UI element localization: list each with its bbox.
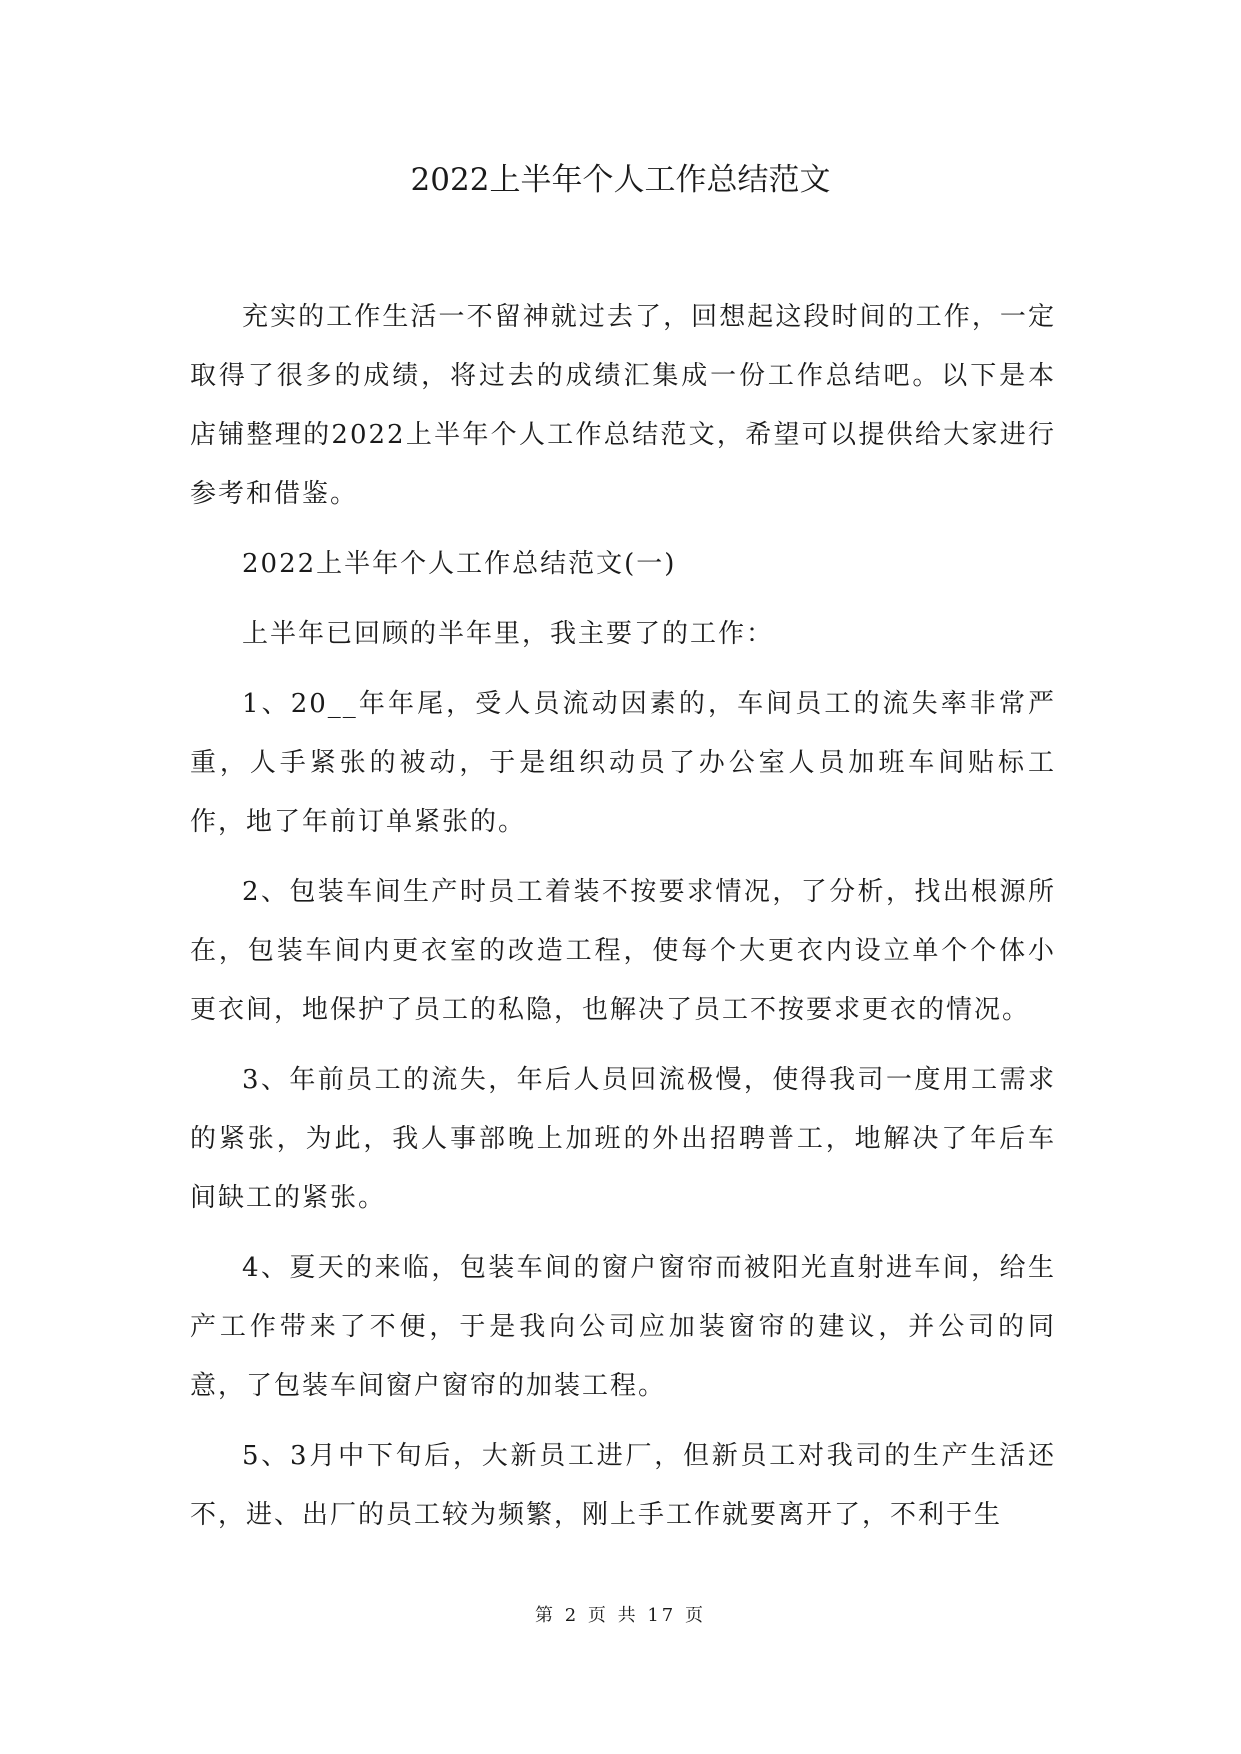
paragraph-overview: 上半年已回顾的半年里，我主要了的工作： (242, 619, 775, 649)
document-body (190, 288, 1056, 1556)
paragraph-intro: 充实的工作生活一不留神就过去了，回想起这段时间的工作，一定取得了很多的成绩，将过去的成绩汇集成一份工作总结吧。以下是本店铺整理的2022上半年个人工作总结范文，希望可以提供给大家进行参考和借鉴。 (190, 302, 1056, 509)
page-number-footer: 第 2 页 共 17 页 (535, 1605, 706, 1626)
document-title: 2022上半年个人工作总结范文 (410, 162, 831, 198)
list-item-5: 5、3月中下旬后，大新员工进厂，但新员工对我司的生产生活还不，进、出厂的员工较为频繁，刚上手工作就要离开了，不利于生 (190, 1441, 1056, 1530)
list-item-1: 1、20__年年尾，受人员流动因素的，车间员工的流失率非常严重，人手紧张的被动，于是组织动员了办公室人员加班车间贴标工作，地了年前订单紧张的。 (190, 689, 1056, 837)
list-item-2: 2、包装车间生产时员工着装不按要求情况，了分析，找出根源所在，包装车间内更衣室的改造工程，使每个大更衣内设立单个个体小更衣间，地保护了员工的私隐，也解决了员工不按要求更衣的情况。 (190, 877, 1056, 1025)
list-item-3: 3、年前员工的流失，年后人员回流极慢，使得我司一度用工需求的紧张，为此，我人事部晚上加班的外出招聘普工，地解决了年后车间缺工的紧张。 (190, 1065, 1056, 1213)
section-heading: 2022上半年个人工作总结范文(一) (242, 549, 677, 579)
list-item-4: 4、夏天的来临，包装车间的窗户窗帘而被阳光直射进车间，给生产工作带来了不便，于是我向公司应加装窗帘的建议，并公司的同意，了包装车间窗户窗帘的加装工程。 (190, 1253, 1056, 1401)
